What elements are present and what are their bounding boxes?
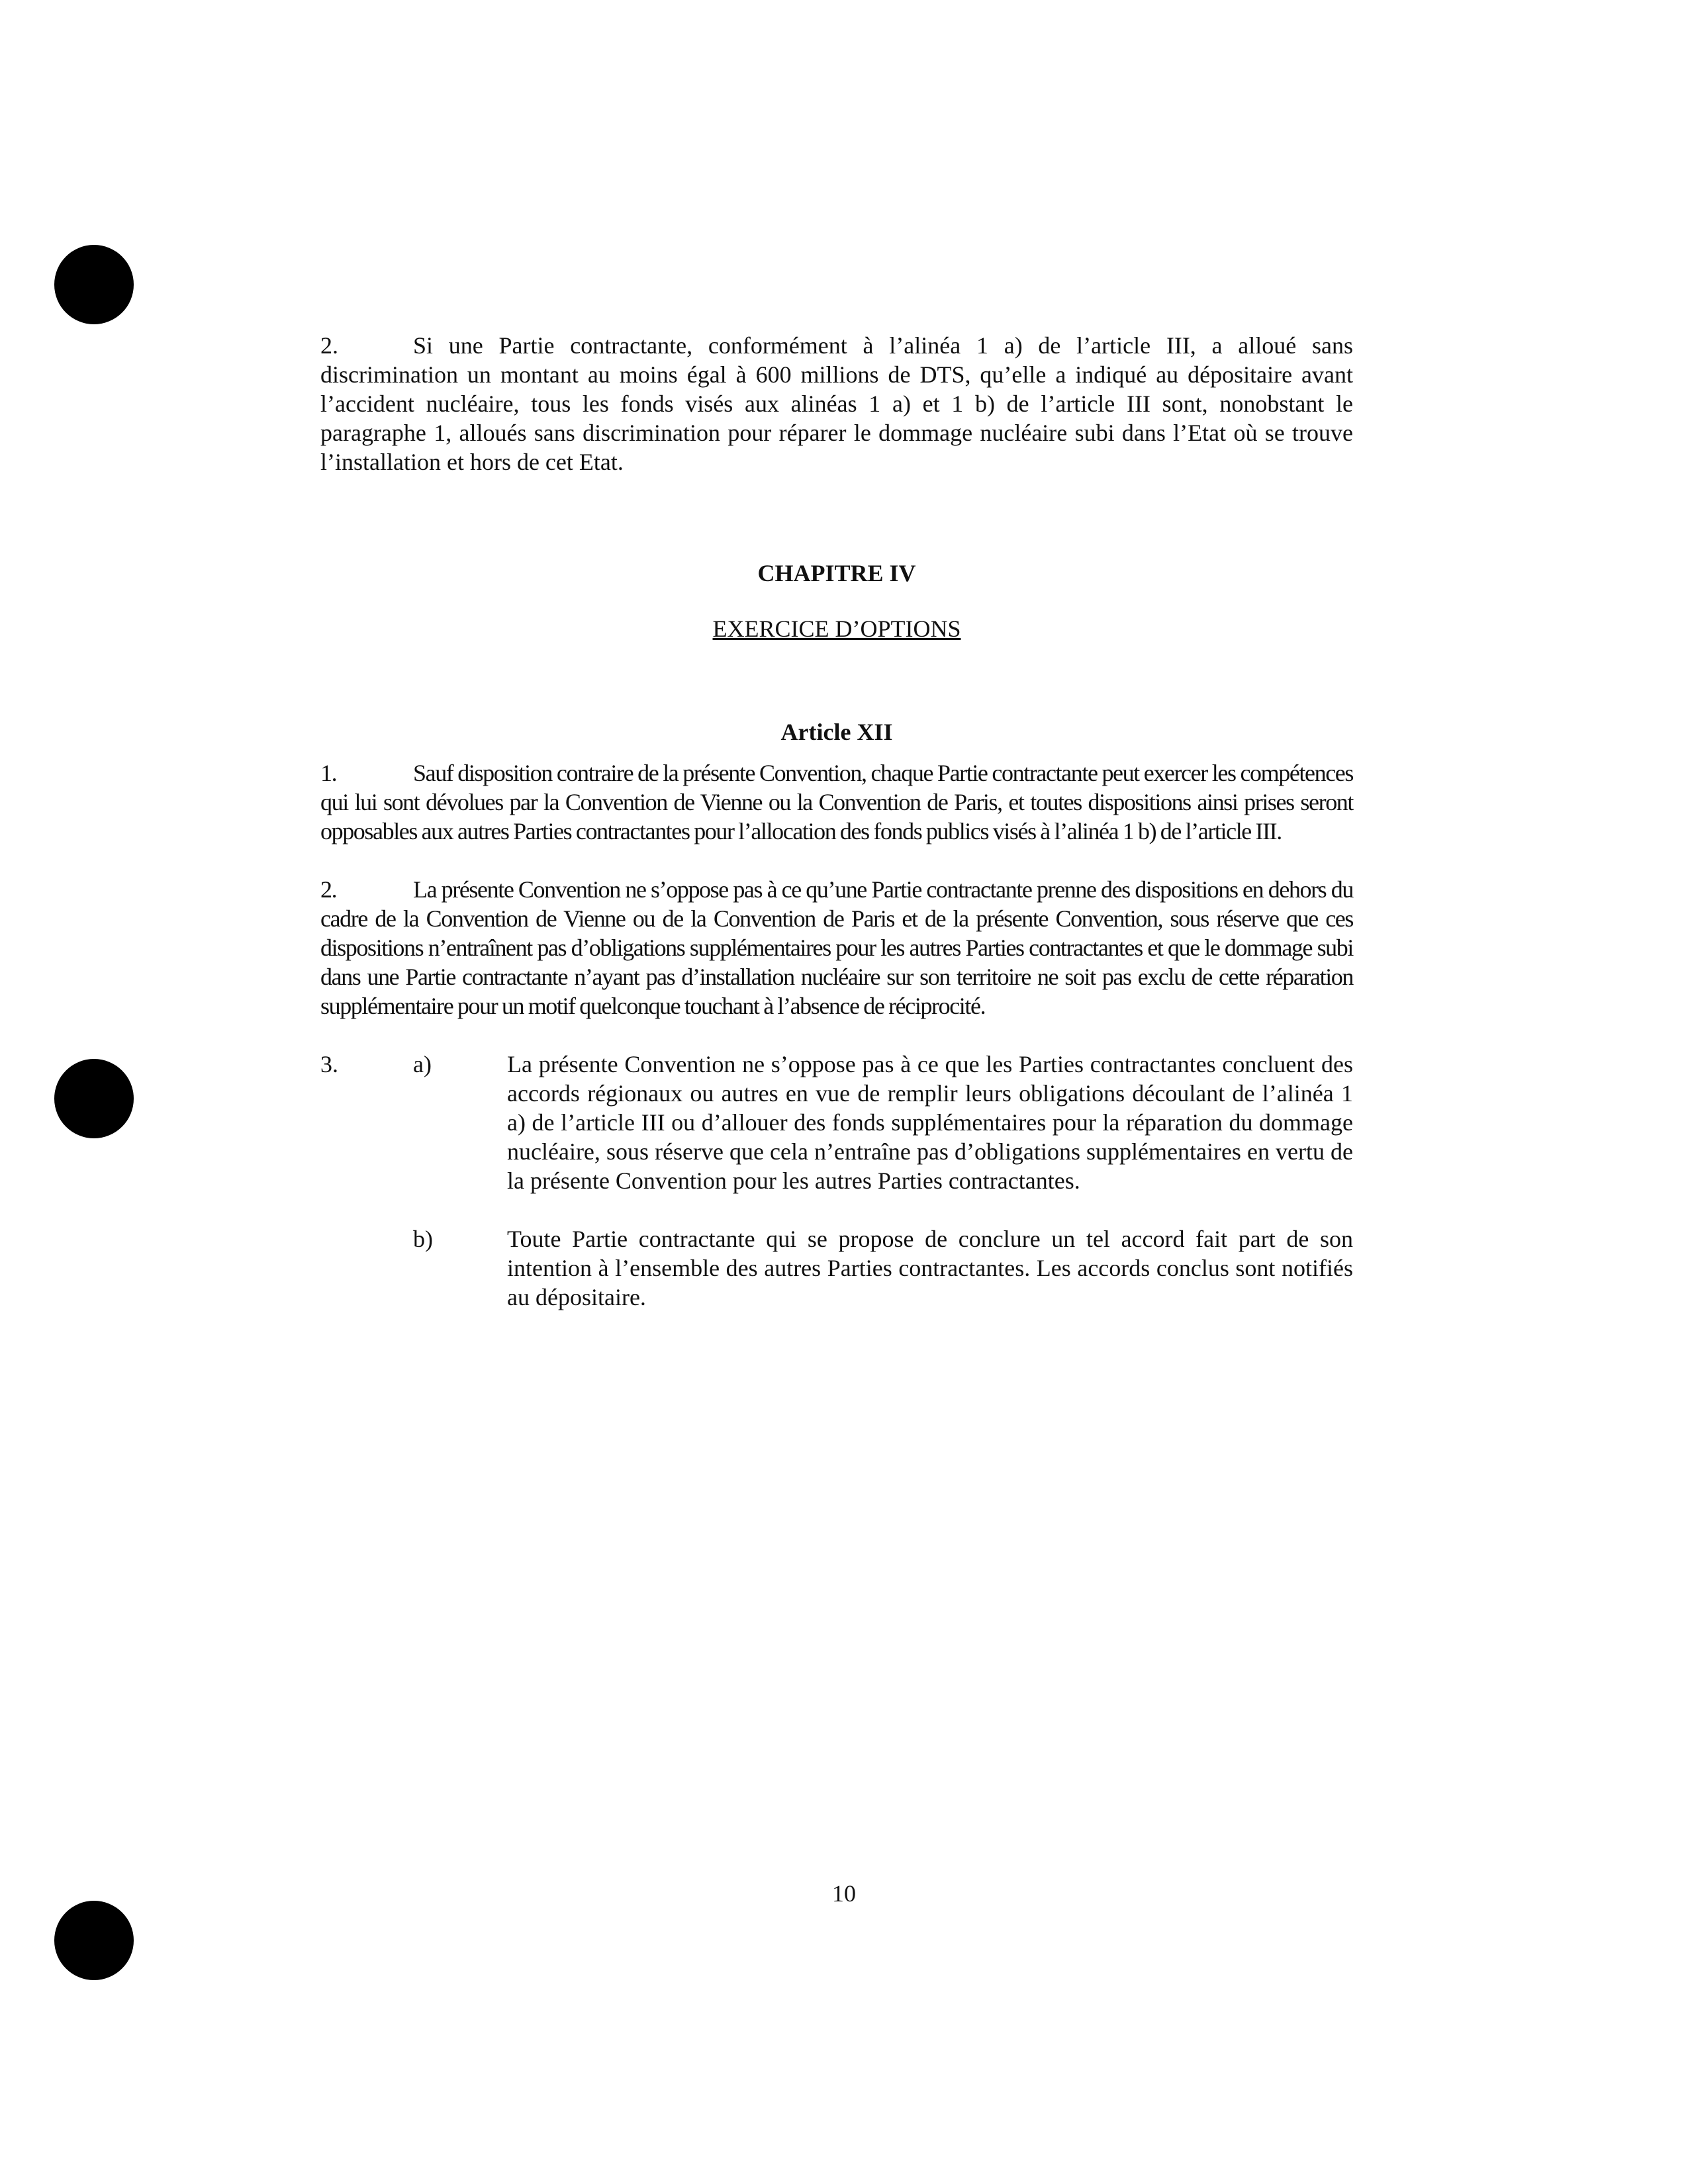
paragraph-2-previous-article: [320, 331, 1353, 477]
paragraph-number: 3.: [320, 1051, 338, 1077]
article-title: Article XII: [780, 719, 893, 745]
paragraph-number: 2.: [320, 876, 337, 903]
article-paragraph-3-item-b: [320, 1224, 1353, 1312]
paragraph-number: 1.: [320, 760, 337, 786]
page-body: [320, 331, 1353, 1312]
paragraph-number: 2.: [320, 332, 338, 359]
paragraph-text: La présente Convention ne s’oppose pas à ce qu’une Partie contractante prenne des dispositions en dehors du cadre de la Convention de Vienne ou de la Convention de Paris et de la présente Convention, sous réserve que ces dispositions n’entraînent pas d’obligations supplémentaires pour les autres Parties contractantes et que le dommage subi dans une Partie contractante n’ayant pas d’installation nucléaire sur son territoire ne soit pas exclu de cette réparation supplémentaire pour un motif quelconque touchant à l’absence de réciprocité.: [320, 876, 1353, 1019]
article-paragraph-2: [320, 875, 1353, 1021]
item-text: La présente Convention ne s’oppose pas à ce que les Parties contractantes concluent des accords régionaux ou autres en vue de remplir leurs obligations découlant de l’alinéa 1 a) de l’article III ou d’allouer des fonds supplémentaires pour la réparation du dommage nucléaire, sous réserve que cela n’entraîne pas d’obligations supplémentaires en vertu de la présente Convention pour les autres Parties contractantes.: [507, 1051, 1353, 1194]
article-paragraph-1: [320, 758, 1353, 846]
page-number: 10: [832, 1880, 856, 1907]
paragraph-text: Sauf disposition contraire de la présente Convention, chaque Partie contractante peut exercer les compétences qui lui sont dévolues par la Convention de Vienne ou la Convention de Paris, et toutes dispositions ainsi prises seront opposables aux autres Parties contractantes pour l’allocation des fonds publics visés à l’alinéa 1 b) de l’article III.: [320, 760, 1353, 844]
item-text: Toute Partie contractante qui se propose de conclure un tel accord fait part de son intention à l’ensemble des autres Parties contractantes. Les accords conclus sont notifiés au dépositaire.: [507, 1226, 1353, 1310]
punch-hole: [54, 245, 134, 324]
chapter-subtitle: EXERCICE D’OPTIONS: [712, 615, 961, 642]
punch-hole: [54, 1059, 134, 1138]
article-paragraph-3-item-a: [320, 1050, 1353, 1195]
item-letter: a): [413, 1051, 432, 1077]
chapter-title: CHAPITRE IV: [757, 560, 916, 586]
item-letter: b): [413, 1226, 433, 1252]
paragraph-text: Si une Partie contractante, conformément à l’alinéa 1 a) de l’article III, a alloué sans discrimination un montant au moins égal à 600 millions de DTS, qu’elle a indiqué au dépositaire avant l’accident nucléaire, tous les fonds visés aux alinéas 1 a) et 1 b) de l’article III sont, nonobstant le paragraphe 1, alloués sans discrimination pour réparer le dommage nucléaire subi dans l’Etat où se trouve l’installation et hors de cet Etat.: [320, 332, 1353, 475]
punch-hole: [54, 1901, 134, 1980]
